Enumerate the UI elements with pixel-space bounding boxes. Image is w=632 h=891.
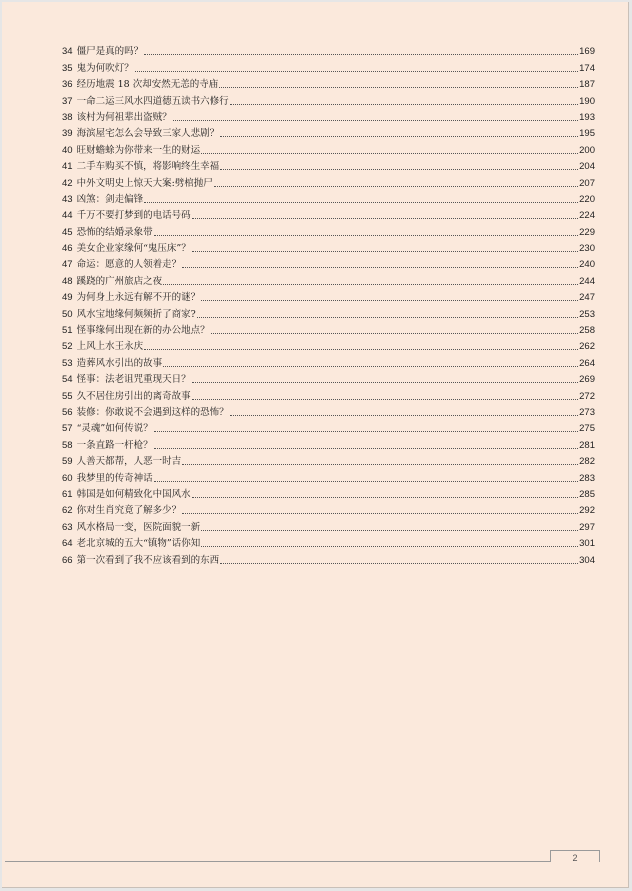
toc-entry-page[interactable]: 169 bbox=[579, 46, 595, 58]
toc-entry[interactable] bbox=[62, 419, 595, 435]
toc-entry-number: 45 bbox=[62, 226, 73, 238]
toc-entry-page[interactable]: 187 bbox=[579, 79, 595, 91]
toc-dot-leader bbox=[144, 54, 578, 55]
toc-entry[interactable] bbox=[62, 255, 595, 271]
toc-entry[interactable] bbox=[62, 321, 595, 337]
toc-entry-page[interactable]: 258 bbox=[579, 325, 595, 337]
toc-dot-leader bbox=[154, 235, 579, 236]
toc-entry-title[interactable]: 怪事缘何出现在新的办公地点？ bbox=[76, 325, 210, 337]
toc-entry-title[interactable]: 凶煞：剑走偏锋 bbox=[76, 193, 144, 205]
toc-entry-title[interactable]: 造葬风水引出的故事 bbox=[76, 357, 163, 369]
toc-entry[interactable] bbox=[62, 222, 595, 238]
toc-entry-page[interactable]: 174 bbox=[579, 62, 595, 74]
toc-entry-number: 60 bbox=[62, 472, 73, 484]
toc-entry-page[interactable]: 283 bbox=[579, 472, 595, 484]
toc-entry-number: 49 bbox=[62, 292, 73, 304]
toc-entry[interactable] bbox=[62, 271, 595, 287]
toc-entry-page[interactable]: 253 bbox=[579, 308, 595, 320]
toc-entry[interactable] bbox=[62, 42, 595, 58]
toc-entry-number: 55 bbox=[62, 390, 73, 402]
toc-entry-number: 37 bbox=[62, 95, 73, 107]
toc-entry-page[interactable]: 247 bbox=[579, 292, 595, 304]
toc-entry[interactable] bbox=[62, 304, 595, 320]
toc-dot-leader bbox=[135, 71, 579, 72]
toc-dot-leader bbox=[219, 87, 578, 88]
toc-entry-number: 41 bbox=[62, 161, 73, 173]
toc-entry[interactable] bbox=[62, 435, 595, 451]
toc-entry-title[interactable]: 该村为何祖辈出盗贼？ bbox=[76, 111, 172, 123]
toc-entry[interactable] bbox=[62, 173, 595, 189]
toc-entry[interactable] bbox=[62, 386, 595, 402]
toc-entry-title[interactable]: 美女企业家缘何“鬼压床”？ bbox=[76, 243, 191, 255]
toc-entry-page[interactable]: 190 bbox=[579, 95, 595, 107]
toc-entry-page[interactable]: 224 bbox=[579, 210, 595, 222]
toc-entry-number: 51 bbox=[62, 325, 73, 337]
toc-entry-page[interactable]: 275 bbox=[579, 423, 595, 435]
toc-entry-title[interactable]: 为何身上永远有解不开的谜？ bbox=[76, 292, 201, 304]
toc-entry-title[interactable]: 久不居住房引出的离奇故事 bbox=[76, 390, 191, 402]
toc-dot-leader bbox=[182, 267, 578, 268]
toc-entry-page[interactable]: 193 bbox=[579, 111, 595, 123]
toc-dot-leader bbox=[192, 218, 579, 219]
toc-dot-leader bbox=[173, 120, 579, 121]
toc-entry-page[interactable]: 195 bbox=[579, 128, 595, 140]
toc-dot-leader bbox=[182, 513, 578, 514]
toc-dot-leader bbox=[201, 300, 578, 301]
toc-entry-title[interactable]: 僵尸是真的吗？ bbox=[76, 46, 144, 58]
toc-dot-leader bbox=[201, 546, 578, 547]
page-number: 2 bbox=[550, 850, 600, 862]
toc-entry-number: 54 bbox=[62, 374, 73, 386]
toc-entry-number: 56 bbox=[62, 406, 73, 418]
toc-entry-number: 52 bbox=[62, 341, 73, 353]
toc-entry[interactable] bbox=[62, 288, 595, 304]
toc-dot-leader bbox=[220, 563, 578, 564]
toc-entry[interactable] bbox=[62, 353, 595, 369]
toc-dot-leader bbox=[144, 349, 578, 350]
toc-entry-number: 53 bbox=[62, 357, 73, 369]
toc-entry[interactable] bbox=[62, 452, 595, 468]
toc-entry-page[interactable]: 240 bbox=[579, 259, 595, 271]
toc-entry-page[interactable]: 269 bbox=[579, 374, 595, 386]
toc-entry-page[interactable]: 297 bbox=[579, 521, 595, 533]
toc-dot-leader bbox=[214, 186, 578, 187]
toc-dot-leader bbox=[192, 382, 579, 383]
toc-entry-number: 57 bbox=[62, 423, 73, 435]
toc-dot-leader bbox=[154, 448, 579, 449]
toc-dot-leader bbox=[201, 530, 578, 531]
toc-entry-page[interactable]: 244 bbox=[579, 275, 595, 287]
toc-entry-number: 59 bbox=[62, 456, 73, 468]
toc-entry-number: 38 bbox=[62, 111, 73, 123]
toc-entry-page[interactable]: 230 bbox=[579, 243, 595, 255]
toc-dot-leader bbox=[197, 317, 578, 318]
toc-dot-leader bbox=[154, 481, 579, 482]
toc-entry[interactable] bbox=[62, 206, 595, 222]
toc-entry-number: 63 bbox=[62, 521, 73, 533]
toc-entry-number: 58 bbox=[62, 439, 73, 451]
toc-entry[interactable] bbox=[62, 403, 595, 419]
toc-entry-page[interactable]: 285 bbox=[579, 488, 595, 500]
toc-entry-number: 46 bbox=[62, 243, 73, 255]
toc-entry[interactable] bbox=[62, 517, 595, 533]
toc-entry-number: 36 bbox=[62, 79, 73, 91]
toc-entry-number: 42 bbox=[62, 177, 73, 189]
toc-entry[interactable] bbox=[62, 370, 595, 386]
toc-entry-number: 50 bbox=[62, 308, 73, 320]
toc-dot-leader bbox=[154, 431, 578, 432]
toc-entry-title[interactable]: 命运：愿意的人领着走？ bbox=[76, 259, 182, 271]
toc-entry-number: 39 bbox=[62, 128, 73, 140]
toc-dot-leader bbox=[192, 399, 579, 400]
toc-dot-leader bbox=[220, 136, 578, 137]
toc-dot-leader bbox=[182, 464, 578, 465]
toc-entry-number: 43 bbox=[62, 193, 73, 205]
toc-entry[interactable] bbox=[62, 485, 595, 501]
toc-entry-page[interactable]: 262 bbox=[579, 341, 595, 353]
toc-entry-number: 34 bbox=[62, 46, 73, 58]
toc-entry[interactable] bbox=[62, 124, 595, 140]
toc-dot-leader bbox=[192, 497, 579, 498]
toc-dot-leader bbox=[220, 169, 578, 170]
toc-entry-page[interactable]: 282 bbox=[579, 456, 595, 468]
toc-entry-page[interactable]: 200 bbox=[579, 144, 595, 156]
toc-entry-title[interactable]: 风水宝地缘何频频折了商家? bbox=[76, 308, 196, 320]
toc-entry-title[interactable]: 风水格局一变，医院面貌一新 bbox=[76, 521, 201, 533]
toc-dot-leader bbox=[230, 104, 579, 105]
toc-entry[interactable] bbox=[62, 75, 595, 91]
toc-entry[interactable] bbox=[62, 58, 595, 74]
table-of-contents bbox=[62, 42, 595, 567]
toc-entry[interactable] bbox=[62, 239, 595, 255]
toc-entry-number: 48 bbox=[62, 275, 73, 287]
toc-entry-number: 64 bbox=[62, 538, 73, 550]
toc-entry[interactable] bbox=[62, 337, 595, 353]
toc-entry-title[interactable]: 装修：你敢说不会遇到这样的恐怖？ bbox=[76, 406, 229, 418]
toc-entry-page[interactable]: 281 bbox=[579, 439, 595, 451]
toc-entry-title[interactable]: “灵魂”如何传说？ bbox=[76, 423, 153, 435]
toc-entry-title[interactable]: 千万不要打梦到的电话号码 bbox=[76, 210, 191, 222]
toc-dot-leader bbox=[211, 333, 579, 334]
toc-entry-title[interactable]: 老北京城的五大“镇物”话你知 bbox=[76, 538, 201, 550]
toc-entry[interactable] bbox=[62, 501, 595, 517]
toc-entry[interactable] bbox=[62, 108, 595, 124]
footer-divider bbox=[5, 861, 600, 862]
toc-entry-title[interactable]: 一条直路一杆枪？ bbox=[76, 439, 153, 451]
toc-dot-leader bbox=[230, 415, 579, 416]
toc-entry[interactable] bbox=[62, 91, 595, 107]
toc-entry-title[interactable]: 二手车购买不慎，将影响终生幸福 bbox=[76, 161, 220, 173]
toc-entry-page[interactable]: 207 bbox=[579, 177, 595, 189]
toc-entry-number: 61 bbox=[62, 488, 73, 500]
toc-entry-page[interactable]: 272 bbox=[579, 390, 595, 402]
toc-entry-title[interactable]: 经历地震 18 次却安然无恙的寺庙 bbox=[76, 79, 219, 91]
toc-entry[interactable] bbox=[62, 157, 595, 173]
toc-entry-title[interactable]: 中外文明史上惊天大案:劈棺抛尸 bbox=[76, 177, 213, 189]
toc-entry-page[interactable]: 264 bbox=[579, 357, 595, 369]
toc-entry[interactable] bbox=[62, 468, 595, 484]
toc-entry-title[interactable]: 第一次看到了我不应该看到的东西 bbox=[76, 554, 220, 566]
toc-entry-number: 62 bbox=[62, 505, 73, 517]
toc-entry-number: 44 bbox=[62, 210, 73, 222]
toc-entry-title[interactable]: 蹊跷的广州旅店之夜 bbox=[76, 275, 163, 287]
toc-entry-title[interactable]: 旺财蟾蜍为你带来一生的财运 bbox=[76, 144, 201, 156]
toc-entry-title[interactable]: 我梦里的传奇神话 bbox=[76, 472, 153, 484]
toc-entry-title[interactable]: 恐怖的结婚录象带 bbox=[76, 226, 153, 238]
toc-dot-leader bbox=[163, 284, 578, 285]
toc-entry-page[interactable]: 204 bbox=[579, 161, 595, 173]
toc-dot-leader bbox=[192, 251, 578, 252]
toc-entry-page[interactable]: 304 bbox=[579, 554, 595, 566]
toc-entry[interactable] bbox=[62, 190, 595, 206]
toc-entry-number: 40 bbox=[62, 144, 73, 156]
toc-entry[interactable] bbox=[62, 140, 595, 156]
document-page bbox=[2, 2, 629, 888]
toc-entry-page[interactable]: 229 bbox=[579, 226, 595, 238]
toc-entry-page[interactable]: 292 bbox=[579, 505, 595, 517]
toc-entry-title[interactable]: 韩国是如何精致化中国风水 bbox=[76, 488, 191, 500]
toc-entry-number: 47 bbox=[62, 259, 73, 271]
toc-entry-title[interactable]: 怪事：法老诅咒重现天日？ bbox=[76, 374, 191, 386]
toc-dot-leader bbox=[163, 366, 578, 367]
toc-entry[interactable] bbox=[62, 550, 595, 566]
toc-entry-title[interactable]: 上风上水王永庆 bbox=[76, 341, 144, 353]
toc-entry-title[interactable]: 海滨屋宅怎么会导致三家人悲剧？ bbox=[76, 128, 220, 140]
toc-dot-leader bbox=[201, 153, 578, 154]
toc-entry-title[interactable]: 一命二运三风水四道德五读书六修行 bbox=[76, 95, 229, 107]
toc-entry[interactable] bbox=[62, 534, 595, 550]
toc-entry-number: 35 bbox=[62, 62, 73, 74]
toc-entry-title[interactable]: 你对生肖究竟了解多少？ bbox=[76, 505, 182, 517]
toc-entry-number: 66 bbox=[62, 554, 73, 566]
toc-dot-leader bbox=[144, 202, 578, 203]
toc-entry-page[interactable]: 220 bbox=[579, 193, 595, 205]
toc-entry-title[interactable]: 人善天都帮，人恶一时吉 bbox=[76, 456, 182, 468]
toc-entry-title[interactable]: 鬼为何吹灯？ bbox=[76, 62, 134, 74]
toc-entry-page[interactable]: 273 bbox=[579, 406, 595, 418]
toc-entry-page[interactable]: 301 bbox=[579, 538, 595, 550]
